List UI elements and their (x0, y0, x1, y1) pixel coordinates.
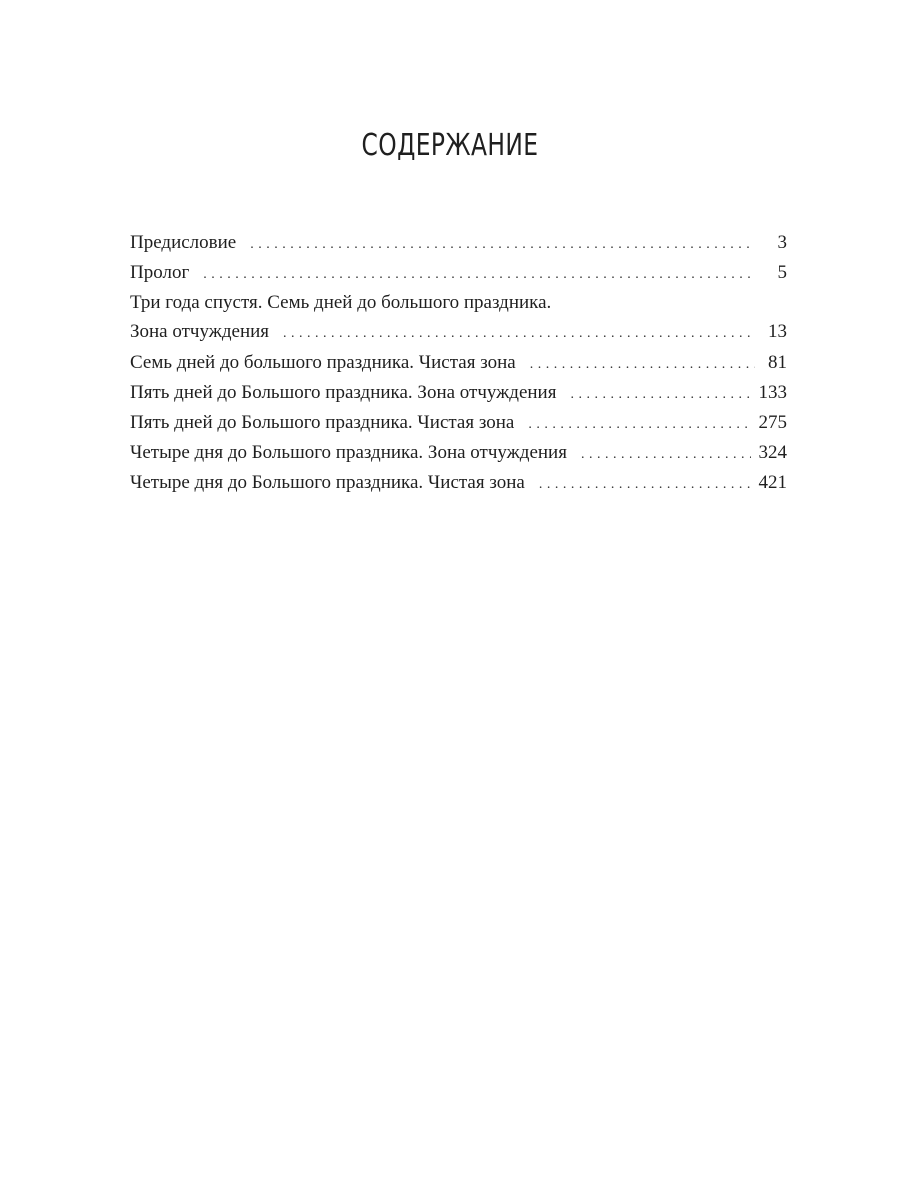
toc-dot-leader (250, 230, 755, 260)
toc-entry-page: 421 (758, 472, 787, 493)
toc-dot-leader (539, 470, 751, 500)
toc-entry-title-line1: Три года спустя. Семь дней до большого праздника. (130, 292, 552, 313)
toc-entry (130, 228, 787, 258)
toc-entry (130, 408, 787, 438)
toc-entry (130, 438, 787, 468)
toc-entry-title: Четыре дня до Большого праздника. Зона отчуждения (130, 442, 567, 463)
toc-entry (130, 468, 787, 498)
toc-entry-page: 13 (768, 321, 787, 342)
toc-entry-page: 324 (758, 442, 787, 463)
toc-entry-page: 81 (768, 352, 787, 373)
toc-entry-page: 5 (777, 262, 787, 283)
toc-entry-title: Предисловие (130, 232, 237, 253)
toc-entry (130, 348, 787, 378)
toc-entry-title: Пролог (130, 262, 190, 283)
toc-entry-title-line2: Зона отчуждения (130, 321, 270, 342)
toc-dot-leader (530, 350, 755, 380)
toc-dot-leader (203, 260, 755, 290)
toc-dot-leader (581, 440, 751, 470)
toc-dot-leader (570, 380, 750, 410)
toc-entry-title: Пять дней до Большого праздника. Зона отчуждения (130, 382, 557, 403)
toc-heading: СОДЕРЖАНИЕ (361, 128, 539, 163)
toc-entry-page: 275 (758, 412, 787, 433)
toc-entry-page: 133 (758, 382, 787, 403)
toc-dot-leader (283, 320, 755, 348)
toc-entry (130, 378, 787, 408)
toc-entry-page: 3 (777, 232, 787, 253)
toc-entry (130, 288, 787, 348)
table-of-contents (130, 228, 787, 498)
toc-dot-leader (528, 410, 750, 440)
toc-entry-title: Четыре дня до Большого праздника. Чистая зона (130, 472, 525, 493)
toc-entry (130, 258, 787, 288)
toc-entry-title: Семь дней до большого праздника. Чистая зона (130, 352, 516, 373)
toc-entry-title: Пять дней до Большого праздника. Чистая зона (130, 412, 515, 433)
